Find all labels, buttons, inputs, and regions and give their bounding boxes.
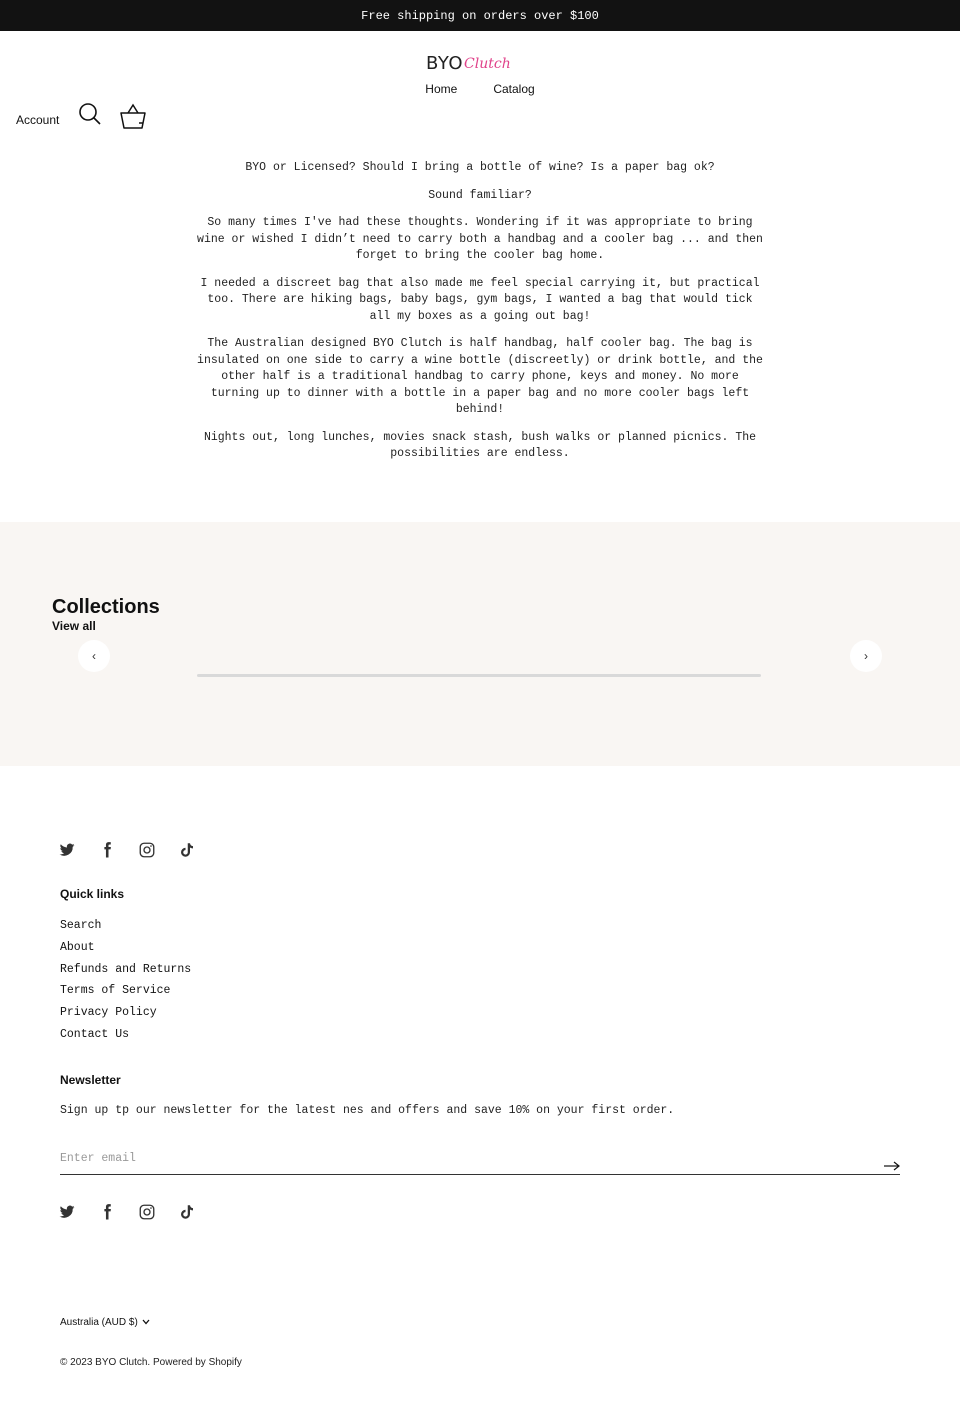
chevron-left-icon: ‹: [92, 649, 96, 663]
tiktok-icon[interactable]: [178, 841, 196, 859]
main-nav: [0, 82, 960, 96]
nav-catalog[interactable]: Catalog: [493, 82, 535, 96]
carousel-prev-button[interactable]: [78, 640, 110, 672]
view-all-link[interactable]: View all: [52, 619, 96, 633]
quick-links-heading: Quick links: [60, 887, 125, 901]
announcement-bar: [0, 0, 960, 31]
carousel-next-button[interactable]: [850, 640, 882, 672]
footer-link-refunds[interactable]: Refunds and Returns: [60, 962, 192, 976]
instagram-icon[interactable]: [138, 1203, 156, 1221]
copyright: [60, 1357, 242, 1368]
footer-link-search[interactable]: Search: [60, 919, 102, 932]
story-paragraph: The Australian designed BYO Clutch is half handbag, half cooler bag. The bag is insulated on one side to carry a wine bottle (discreetly) or drink bottle, and the other half is a traditional handbag to carry phone, keys and money. No more turning up to dinner with a bottle in a paper bag and no more cooler bags left behind!: [197, 337, 763, 416]
footer-link-privacy[interactable]: Privacy Policy: [60, 1006, 157, 1020]
account-link[interactable]: Account: [16, 113, 60, 127]
facebook-icon[interactable]: [98, 841, 116, 859]
currency-selector[interactable]: [60, 1317, 150, 1328]
nav-home[interactable]: Home: [425, 82, 458, 96]
arrow-right-icon[interactable]: [884, 1158, 900, 1168]
search-icon[interactable]: [78, 102, 102, 126]
instagram-icon[interactable]: [138, 841, 156, 859]
cart-icon[interactable]: [119, 103, 147, 131]
twitter-icon[interactable]: [58, 841, 76, 859]
newsletter-form: [60, 1146, 900, 1175]
collections-section: [0, 522, 960, 766]
powered-by-link[interactable]: Powered by Shopify: [152, 1357, 242, 1368]
copyright-text: © 2023 BYO Clutch.: [60, 1357, 151, 1368]
footer-link-terms[interactable]: Terms of Service: [60, 984, 171, 998]
carousel-scrollbar[interactable]: [197, 674, 761, 677]
story-paragraph: Sound familiar?: [428, 188, 532, 202]
facebook-icon[interactable]: [98, 1203, 116, 1221]
collections-title: Collections: [52, 596, 160, 618]
about-story: [196, 160, 764, 474]
chevron-right-icon: ›: [864, 649, 868, 663]
email-input[interactable]: [60, 1146, 860, 1170]
chevron-down-icon: [142, 1317, 150, 1328]
social-links-bottom: [58, 1203, 196, 1221]
footer-link-contact[interactable]: Contact Us: [60, 1027, 130, 1041]
tiktok-icon[interactable]: [178, 1203, 196, 1221]
story-paragraph: So many times I've had these thoughts. Wondering if it was appropriate to bring wine or wished I didn’t need to carry both a handbag and a cooler bag ... and then forget to bring the cooler bag home.: [197, 216, 763, 262]
announcement-text: Free shipping on orders over $100: [361, 8, 599, 23]
story-paragraph: Nights out, long lunches, movies snack stash, bush walks or planned picnics. The possibilities are endless.: [203, 430, 757, 460]
logo[interactable]: [426, 48, 511, 74]
logo-text-clutch: Clutch: [464, 56, 511, 72]
footer-link-about[interactable]: About: [60, 940, 95, 954]
newsletter-heading: Newsletter: [60, 1073, 121, 1087]
story-paragraph: BYO or Licensed? Should I bring a bottle of wine? Is a paper bag ok?: [245, 161, 715, 174]
twitter-icon[interactable]: [58, 1203, 76, 1221]
story-paragraph: I needed a discreet bag that also made me feel special carrying it, but practical too. There are hiking bags, baby bags, gym bags, I wanted a bag that would tick all my boxes as a going out bag!: [200, 276, 760, 323]
quick-links-list: [60, 918, 191, 1049]
newsletter-description: Sign up tp our newsletter for the latest nes and offers and save 10% on your first order.: [60, 1104, 675, 1117]
logo-text-byo: BYO: [426, 53, 464, 74]
social-links-top: [58, 841, 196, 859]
currency-label: Australia (AUD $): [60, 1317, 138, 1328]
